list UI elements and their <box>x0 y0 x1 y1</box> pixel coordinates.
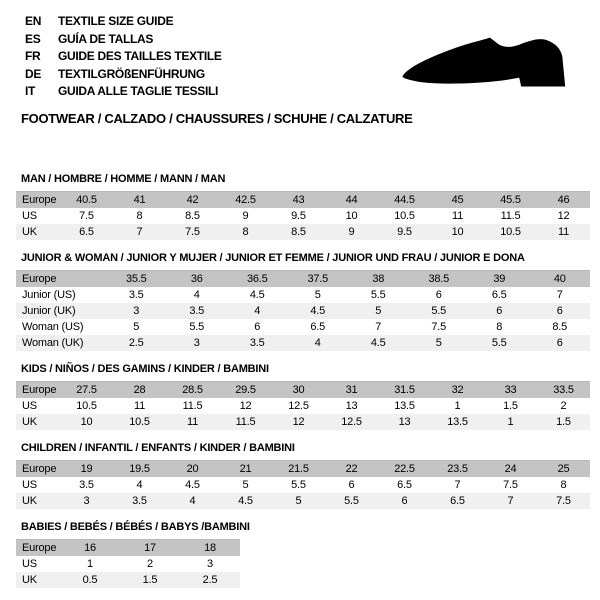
size-value-cell: 5.5 <box>189 320 205 333</box>
size-table <box>16 539 240 588</box>
row-label-cell: US <box>22 209 37 222</box>
size-value-cell: 32 <box>451 383 464 396</box>
size-value-cell: 6 <box>254 320 261 333</box>
row-label-cell: Europe <box>22 383 57 396</box>
size-value-cell: 11 <box>451 209 464 222</box>
size-table <box>16 381 590 430</box>
row-label-cell: Europe <box>22 193 57 206</box>
size-value-cell: 7.5 <box>556 494 571 507</box>
size-value-cell: 3.5 <box>128 288 144 301</box>
size-value-cell: 4.5 <box>370 336 386 349</box>
size-value-cell: 24 <box>504 462 517 475</box>
size-value-cell: 9.5 <box>291 209 306 222</box>
size-value-cell: 5 <box>295 494 302 507</box>
size-value-cell: 38.5 <box>428 272 450 285</box>
size-value-cell: 5.5 <box>344 494 359 507</box>
language-label: GUÍA DE TALLAS <box>58 31 154 46</box>
size-value-cell: 10 <box>80 415 93 428</box>
language-code: DE <box>25 66 42 81</box>
size-table-babies <box>16 521 600 588</box>
row-label-cell: Junior (US) <box>22 288 76 301</box>
language-code: IT <box>25 84 36 98</box>
size-value-cell: 12 <box>292 415 305 428</box>
size-value-cell: 6.5 <box>79 225 94 238</box>
size-value-cell: 4.5 <box>185 478 200 491</box>
size-value-cell: 1.5 <box>556 415 571 428</box>
language-code: FR <box>25 49 41 63</box>
size-value-cell: 29.5 <box>235 383 256 396</box>
size-table-row <box>16 335 590 351</box>
size-value-cell: 5 <box>133 320 140 333</box>
size-value-cell: 36.5 <box>246 272 268 285</box>
size-value-cell: 11 <box>186 415 199 428</box>
size-value-cell: 3 <box>133 304 140 317</box>
size-value-cell: 6 <box>348 478 355 491</box>
size-table-row <box>16 287 590 303</box>
size-value-cell: 12.5 <box>341 415 362 428</box>
size-value-cell: 7 <box>556 288 563 301</box>
size-value-cell: 6 <box>435 288 442 301</box>
size-value-cell: 2 <box>147 557 153 570</box>
language-label: TEXTILE SIZE GUIDE <box>58 14 174 28</box>
language-label: GUIDA ALLE TAGLIE TESSILI <box>58 84 219 98</box>
size-value-cell: 10 <box>451 225 464 238</box>
size-value-cell: 3 <box>207 557 213 570</box>
size-value-cell: 11 <box>133 399 146 412</box>
section-title-babies: BABIES / BEBÉS / BÉBÉS / BABYS /BAMBINI <box>21 520 250 533</box>
size-value-cell: 9.5 <box>397 225 412 238</box>
size-value-cell: 40.5 <box>76 193 97 206</box>
size-value-cell: 5.5 <box>491 336 507 349</box>
size-value-cell: 2.5 <box>128 336 144 349</box>
size-value-cell: 46 <box>557 193 570 206</box>
size-value-cell: 11 <box>557 225 570 238</box>
size-value-cell: 12 <box>239 399 252 412</box>
size-value-cell: 7.5 <box>503 478 518 491</box>
size-value-cell: 18 <box>204 541 216 554</box>
size-value-cell: 1.5 <box>503 399 518 412</box>
size-value-cell: 7.5 <box>431 320 447 333</box>
size-table-row <box>16 477 590 493</box>
size-value-cell: 11.5 <box>500 209 521 222</box>
size-value-cell: 5 <box>314 288 321 301</box>
row-label-cell: US <box>22 557 37 570</box>
size-table-header-row <box>16 460 590 477</box>
size-value-cell: 21.5 <box>288 462 309 475</box>
size-value-cell: 5.5 <box>370 288 386 301</box>
size-value-cell: 44 <box>345 193 358 206</box>
size-value-cell: 42.5 <box>235 193 256 206</box>
size-value-cell: 4 <box>314 336 321 349</box>
size-value-cell: 1 <box>454 399 461 412</box>
size-value-cell: 3.5 <box>79 478 94 491</box>
row-label-cell: Europe <box>22 541 57 554</box>
size-value-cell: 9 <box>242 209 249 222</box>
size-value-cell: 13.5 <box>447 415 468 428</box>
row-label-cell: Junior (UK) <box>22 304 76 317</box>
size-value-cell: 37.5 <box>307 272 329 285</box>
size-value-cell: 31.5 <box>394 383 415 396</box>
size-table-header-row <box>16 270 590 287</box>
size-value-cell: 4 <box>189 494 196 507</box>
size-value-cell: 21 <box>239 462 252 475</box>
size-value-cell: 7.5 <box>185 225 200 238</box>
size-value-cell: 36 <box>190 272 203 285</box>
row-label-cell: UK <box>22 494 37 507</box>
size-value-cell: 40 <box>553 272 566 285</box>
size-value-cell: 13.5 <box>394 399 415 412</box>
size-table-row <box>16 224 590 240</box>
row-label-cell: UK <box>22 415 37 428</box>
size-table-kids <box>16 363 600 430</box>
size-value-cell: 22.5 <box>394 462 415 475</box>
size-value-cell: 7 <box>136 225 143 238</box>
row-label-cell: UK <box>22 225 37 238</box>
size-value-cell: 16 <box>84 541 96 554</box>
size-table-junior-woman <box>16 252 600 351</box>
size-value-cell: 6.5 <box>310 320 326 333</box>
size-value-cell: 12 <box>557 209 570 222</box>
size-table-header-row <box>16 191 590 208</box>
row-label-cell: Europe <box>22 272 57 285</box>
size-value-cell: 4 <box>254 304 261 317</box>
size-value-cell: 7 <box>507 494 514 507</box>
size-value-cell: 45 <box>451 193 464 206</box>
language-label: TEXTILGRÖßENFÜHRUNG <box>58 66 205 81</box>
section-title-man: MAN / HOMBRE / HOMME / MANN / MAN <box>21 172 226 185</box>
size-value-cell: 3.5 <box>132 494 147 507</box>
size-value-cell: 7 <box>454 478 461 491</box>
size-value-cell: 8 <box>496 320 503 333</box>
size-value-cell: 6 <box>496 304 503 317</box>
size-value-cell: 20 <box>186 462 199 475</box>
size-value-cell: 10 <box>345 209 358 222</box>
size-value-cell: 35.5 <box>125 272 147 285</box>
size-table-row <box>16 414 590 430</box>
size-table-children <box>16 442 600 509</box>
language-row-en <box>25 13 600 31</box>
size-value-cell: 10.5 <box>129 415 150 428</box>
language-label: GUIDE DES TAILLES TEXTILE <box>58 49 222 63</box>
size-value-cell: 5 <box>375 304 382 317</box>
row-label-cell: US <box>22 399 37 412</box>
size-value-cell: 3 <box>193 336 200 349</box>
section-title-kids: KIDS / NIÑOS / DES GAMINS / KINDER / BAMBINI <box>21 362 269 375</box>
size-value-cell: 10.5 <box>76 399 97 412</box>
size-value-cell: 23.5 <box>447 462 468 475</box>
size-value-cell: 10.5 <box>500 225 521 238</box>
section-title-children: CHILDREN / INFANTIL / ENFANTS / KINDER / BAMBINI <box>21 441 295 454</box>
size-value-cell: 45.5 <box>500 193 521 206</box>
size-value-cell: 17 <box>144 541 156 554</box>
size-value-cell: 13 <box>345 399 358 412</box>
size-value-cell: 19 <box>80 462 93 475</box>
size-value-cell: 42 <box>186 193 199 206</box>
size-value-cell: 8 <box>136 209 143 222</box>
size-value-cell: 7.5 <box>79 209 94 222</box>
size-value-cell: 6 <box>401 494 408 507</box>
size-value-cell: 8.5 <box>552 320 568 333</box>
dress-shoe-icon <box>398 32 574 94</box>
size-value-cell: 9 <box>348 225 355 238</box>
row-label-cell: UK <box>22 573 37 586</box>
size-value-cell: 1.5 <box>142 573 158 586</box>
size-table-row <box>16 556 240 572</box>
size-value-cell: 39 <box>493 272 506 285</box>
language-code: EN <box>25 14 42 28</box>
size-table-row <box>16 493 590 509</box>
size-value-cell: 4 <box>136 478 143 491</box>
size-value-cell: 44.5 <box>394 193 415 206</box>
size-table-row <box>16 398 590 414</box>
size-value-cell: 13 <box>398 415 411 428</box>
size-value-cell: 8 <box>560 478 567 491</box>
size-value-cell: 28 <box>133 383 146 396</box>
size-value-cell: 30 <box>292 383 305 396</box>
size-table-row <box>16 208 590 224</box>
size-value-cell: 4.5 <box>238 494 253 507</box>
size-value-cell: 3.5 <box>189 304 205 317</box>
size-value-cell: 3 <box>83 494 90 507</box>
size-value-cell: 1 <box>507 415 514 428</box>
size-value-cell: 19.5 <box>129 462 150 475</box>
size-value-cell: 5 <box>435 336 442 349</box>
row-label-cell: Woman (US) <box>22 320 84 333</box>
size-value-cell: 5.5 <box>431 304 447 317</box>
size-value-cell: 5 <box>242 478 249 491</box>
language-code: ES <box>25 31 41 46</box>
category-heading: FOOTWEAR / CALZADO / CHAUSSURES / SCHUHE / CALZATURE <box>21 110 413 126</box>
size-value-cell: 2.5 <box>202 573 218 586</box>
size-value-cell: 8.5 <box>185 209 200 222</box>
size-value-cell: 8 <box>242 225 249 238</box>
size-value-cell: 8.5 <box>291 225 306 238</box>
size-value-cell: 25 <box>557 462 570 475</box>
size-value-cell: 38 <box>372 272 385 285</box>
size-table-header-row <box>16 539 240 556</box>
size-table <box>16 191 590 240</box>
size-table-row <box>16 572 240 588</box>
size-table-header-row <box>16 381 590 398</box>
size-value-cell: 5.5 <box>291 478 306 491</box>
size-table <box>16 460 590 509</box>
size-value-cell: 41 <box>133 193 146 206</box>
row-label-cell: US <box>22 478 37 491</box>
size-tables <box>16 173 600 588</box>
size-value-cell: 6 <box>556 336 563 349</box>
size-value-cell: 4 <box>193 288 200 301</box>
size-value-cell: 6.5 <box>450 494 465 507</box>
size-table-man <box>16 173 600 240</box>
size-value-cell: 7 <box>375 320 382 333</box>
size-value-cell: 22 <box>345 462 358 475</box>
size-value-cell: 31 <box>345 383 358 396</box>
dress-shoe-silhouette <box>403 38 566 87</box>
size-table-row <box>16 319 590 335</box>
size-value-cell: 4.5 <box>310 304 326 317</box>
size-value-cell: 6 <box>556 304 563 317</box>
size-value-cell: 2 <box>560 399 567 412</box>
size-table <box>16 270 590 351</box>
size-value-cell: 6.5 <box>397 478 412 491</box>
size-value-cell: 10.5 <box>394 209 415 222</box>
size-value-cell: 1 <box>87 557 93 570</box>
size-value-cell: 11.5 <box>182 399 203 412</box>
size-value-cell: 43 <box>292 193 305 206</box>
size-value-cell: 33.5 <box>553 383 574 396</box>
size-value-cell: 3.5 <box>249 336 265 349</box>
size-value-cell: 33 <box>504 383 517 396</box>
size-value-cell: 0.5 <box>82 573 98 586</box>
size-value-cell: 27.5 <box>76 383 97 396</box>
size-value-cell: 12.5 <box>288 399 309 412</box>
size-value-cell: 6.5 <box>491 288 507 301</box>
row-label-cell: Europe <box>22 462 57 475</box>
size-table-row <box>16 303 590 319</box>
size-value-cell: 11.5 <box>235 415 256 428</box>
row-label-cell: Woman (UK) <box>22 336 84 349</box>
size-value-cell: 4.5 <box>249 288 265 301</box>
section-title-junior-woman: JUNIOR & WOMAN / JUNIOR Y MUJER / JUNIOR ET FEMME / JUNIOR UND FRAU / JUNIOR E DONA <box>21 251 525 264</box>
size-value-cell: 28.5 <box>182 383 203 396</box>
